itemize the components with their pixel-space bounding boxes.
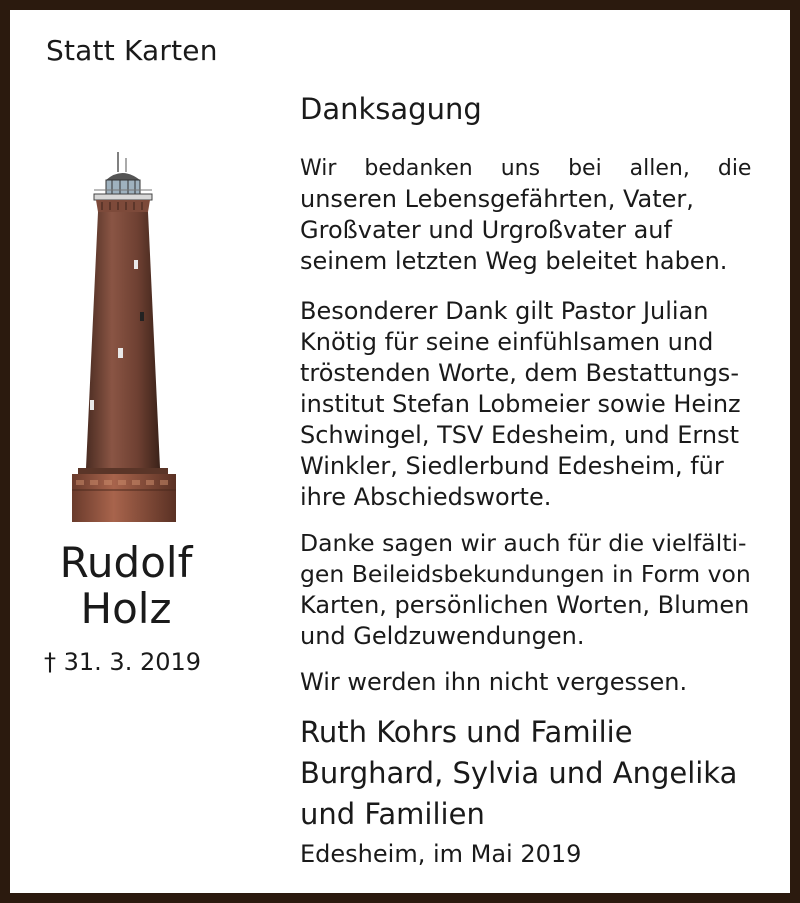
- deceased-first-name: Rudolf: [59, 538, 193, 587]
- paragraph-line: und Geldzuwendungen.: [300, 622, 585, 650]
- signature-line: Ruth Kohrs und Familie: [300, 715, 633, 749]
- paragraph-2: [300, 296, 755, 513]
- paragraph-1: [300, 153, 755, 277]
- paragraph-line: Winkler, Siedlerbund Edesheim, für: [300, 452, 724, 480]
- deceased-last-name: Holz: [80, 584, 172, 633]
- signature-line: und Familien: [300, 797, 485, 831]
- deceased-name: [20, 540, 232, 632]
- signature-block: [300, 712, 755, 835]
- death-date: † 31. 3. 2019: [44, 648, 202, 676]
- notice-title: Danksagung: [300, 92, 482, 126]
- paragraph-line: Wir werden ihn nicht vergessen.: [300, 668, 688, 696]
- paragraph-line: seinem letzten Weg beleitet haben.: [300, 247, 728, 275]
- paragraph-line: gen Beileidsbekundungen in Form von: [300, 560, 751, 588]
- paragraph-line: ihre Abschiedsworte.: [300, 483, 552, 511]
- paragraph-line: tröstenden Worte, dem Bestattungs-: [300, 359, 739, 387]
- paragraph-line: Wir bedanken uns bei allen, die: [300, 156, 752, 181]
- header-text: Statt Karten: [46, 34, 218, 67]
- paragraph-line: institut Stefan Lobmeier sowie Heinz: [300, 390, 741, 418]
- paragraph-line: Karten, persönlichen Worten, Blumen: [300, 591, 750, 619]
- paragraph-line: unseren Lebensgefährten, Vater,: [300, 185, 694, 213]
- paragraph-line: Knötig für seine einfühlsamen und: [300, 328, 714, 356]
- paragraph-line: Schwingel, TSV Edesheim, und Ernst: [300, 421, 739, 449]
- lighthouse-image: [60, 150, 188, 522]
- paragraph-4: [300, 667, 755, 698]
- place-date: Edesheim, im Mai 2019: [300, 840, 582, 868]
- paragraph-3: [300, 528, 755, 652]
- paragraph-line: Besonderer Dank gilt Pastor Julian: [300, 297, 709, 325]
- paragraph-line: Großvater und Urgroßvater auf: [300, 216, 672, 244]
- paragraph-line: Danke sagen wir auch für die vielfälti-: [300, 529, 747, 557]
- signature-line: Burghard, Sylvia und Angelika: [300, 756, 738, 790]
